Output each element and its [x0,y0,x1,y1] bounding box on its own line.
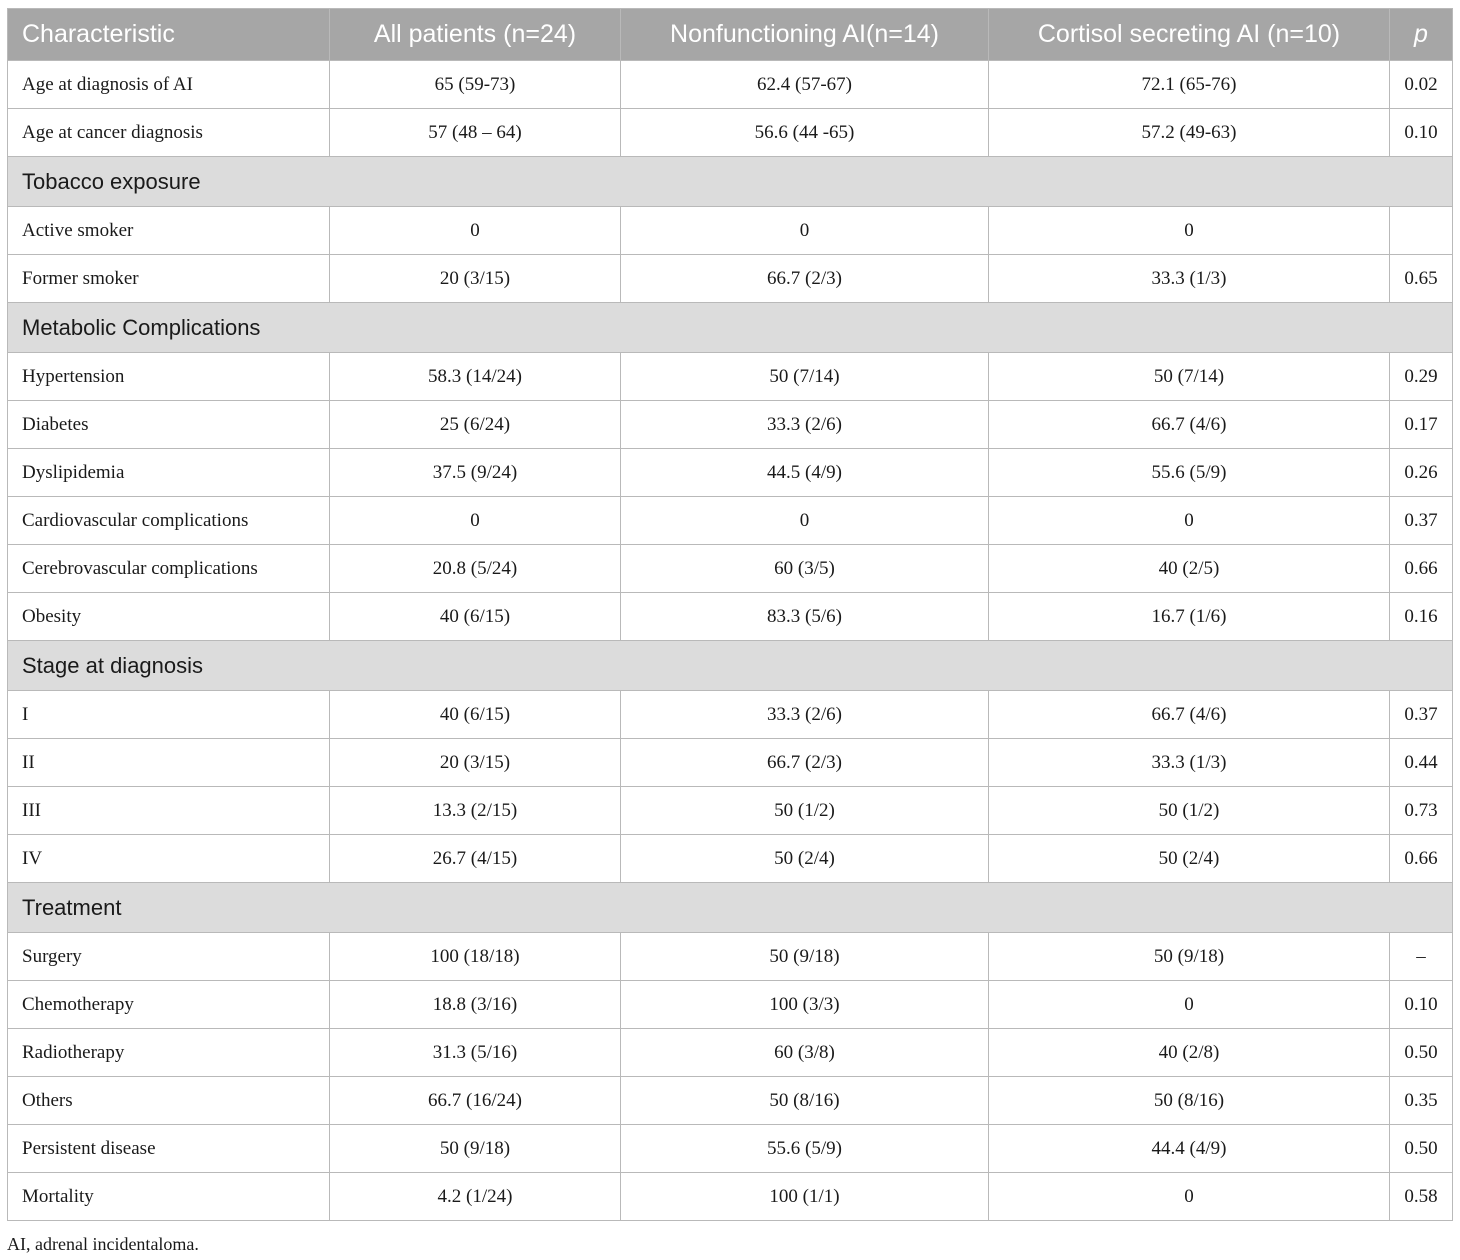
row-label: Dyslipidemia [8,449,330,497]
cell-p-value: 0.73 [1390,787,1453,835]
cell-p-value: 0.66 [1390,835,1453,883]
section-title: Metabolic Complications [8,303,1453,353]
table-row [8,255,1453,303]
table-row [8,401,1453,449]
cell-cortisol-secreting-ai: 57.2 (49-63) [989,109,1390,157]
header-row [8,9,1453,61]
row-label: Persistent disease [8,1125,330,1173]
table-row [8,109,1453,157]
cell-nonfunctioning-ai: 50 (7/14) [621,353,989,401]
cell-all-patients: 58.3 (14/24) [330,353,621,401]
cell-cortisol-secreting-ai: 50 (9/18) [989,933,1390,981]
cell-all-patients: 0 [330,497,621,545]
cell-cortisol-secreting-ai: 33.3 (1/3) [989,255,1390,303]
row-label: Age at diagnosis of AI [8,61,330,109]
table-row [8,61,1453,109]
cell-p-value: 0.35 [1390,1077,1453,1125]
cell-p-value: 0.66 [1390,545,1453,593]
cell-all-patients: 40 (6/15) [330,593,621,641]
row-label: Radiotherapy [8,1029,330,1077]
cell-nonfunctioning-ai: 44.5 (4/9) [621,449,989,497]
cell-nonfunctioning-ai: 33.3 (2/6) [621,691,989,739]
cell-all-patients: 100 (18/18) [330,933,621,981]
cell-nonfunctioning-ai: 62.4 (57-67) [621,61,989,109]
table-row [8,787,1453,835]
table-row [8,545,1453,593]
cell-nonfunctioning-ai: 0 [621,497,989,545]
cell-cortisol-secreting-ai: 0 [989,1173,1390,1221]
cell-nonfunctioning-ai: 56.6 (44 -65) [621,109,989,157]
row-label: Cerebrovascular complications [8,545,330,593]
cell-cortisol-secreting-ai: 50 (8/16) [989,1077,1390,1125]
header-p-value: p [1390,9,1453,61]
cell-p-value: 0.10 [1390,981,1453,1029]
cell-cortisol-secreting-ai: 50 (1/2) [989,787,1390,835]
row-label: IV [8,835,330,883]
cell-cortisol-secreting-ai: 66.7 (4/6) [989,401,1390,449]
cell-all-patients: 20 (3/15) [330,739,621,787]
cell-all-patients: 26.7 (4/15) [330,835,621,883]
cell-p-value: 0.37 [1390,497,1453,545]
row-label: Mortality [8,1173,330,1221]
cell-nonfunctioning-ai: 0 [621,207,989,255]
cell-cortisol-secreting-ai: 50 (2/4) [989,835,1390,883]
cell-cortisol-secreting-ai: 16.7 (1/6) [989,593,1390,641]
row-label: Chemotherapy [8,981,330,1029]
row-label: Others [8,1077,330,1125]
table-row [8,1125,1453,1173]
table-row [8,207,1453,255]
cell-cortisol-secreting-ai: 44.4 (4/9) [989,1125,1390,1173]
cell-all-patients: 25 (6/24) [330,401,621,449]
cell-all-patients: 20.8 (5/24) [330,545,621,593]
table-row [8,981,1453,1029]
cell-p-value: 0.65 [1390,255,1453,303]
cell-p-value: 0.50 [1390,1125,1453,1173]
cell-nonfunctioning-ai: 33.3 (2/6) [621,401,989,449]
cell-nonfunctioning-ai: 55.6 (5/9) [621,1125,989,1173]
section-row [8,883,1453,933]
cell-p-value [1390,207,1453,255]
section-title: Treatment [8,883,1453,933]
cell-cortisol-secreting-ai: 50 (7/14) [989,353,1390,401]
cell-nonfunctioning-ai: 50 (9/18) [621,933,989,981]
table-row [8,691,1453,739]
table-row [8,933,1453,981]
cell-all-patients: 20 (3/15) [330,255,621,303]
table-body [8,61,1453,1221]
cell-cortisol-secreting-ai: 72.1 (65-76) [989,61,1390,109]
table-row [8,353,1453,401]
cell-p-value: 0.37 [1390,691,1453,739]
cell-nonfunctioning-ai: 50 (2/4) [621,835,989,883]
cell-all-patients: 31.3 (5/16) [330,1029,621,1077]
cell-nonfunctioning-ai: 66.7 (2/3) [621,255,989,303]
table-row [8,593,1453,641]
cell-cortisol-secreting-ai: 66.7 (4/6) [989,691,1390,739]
cell-all-patients: 50 (9/18) [330,1125,621,1173]
cell-cortisol-secreting-ai: 0 [989,497,1390,545]
cell-all-patients: 18.8 (3/16) [330,981,621,1029]
row-label: Former smoker [8,255,330,303]
characteristics-table [7,8,1453,1221]
cell-all-patients: 65 (59-73) [330,61,621,109]
section-title: Tobacco exposure [8,157,1453,207]
cell-p-value: 0.02 [1390,61,1453,109]
table-row [8,1077,1453,1125]
cell-nonfunctioning-ai: 66.7 (2/3) [621,739,989,787]
cell-cortisol-secreting-ai: 55.6 (5/9) [989,449,1390,497]
header-nonfunctioning-ai: Nonfunctioning AI(n=14) [621,9,989,61]
table-row [8,739,1453,787]
table-row [8,835,1453,883]
row-label: Diabetes [8,401,330,449]
header-all-patients: All patients (n=24) [330,9,621,61]
cell-all-patients: 66.7 (16/24) [330,1077,621,1125]
cell-nonfunctioning-ai: 100 (3/3) [621,981,989,1029]
cell-p-value: 0.44 [1390,739,1453,787]
cell-p-value: – [1390,933,1453,981]
table-header [8,9,1453,61]
section-row [8,641,1453,691]
section-row [8,303,1453,353]
cell-p-value: 0.29 [1390,353,1453,401]
row-label: II [8,739,330,787]
cell-all-patients: 0 [330,207,621,255]
cell-p-value: 0.50 [1390,1029,1453,1077]
cell-cortisol-secreting-ai: 33.3 (1/3) [989,739,1390,787]
table-footnote: AI, adrenal incidentaloma. [7,1234,199,1254]
cell-nonfunctioning-ai: 60 (3/8) [621,1029,989,1077]
cell-p-value: 0.58 [1390,1173,1453,1221]
cell-cortisol-secreting-ai: 40 (2/8) [989,1029,1390,1077]
row-label: I [8,691,330,739]
cell-nonfunctioning-ai: 50 (8/16) [621,1077,989,1125]
row-label: Surgery [8,933,330,981]
row-label: Age at cancer diagnosis [8,109,330,157]
cell-p-value: 0.17 [1390,401,1453,449]
cell-nonfunctioning-ai: 83.3 (5/6) [621,593,989,641]
cell-cortisol-secreting-ai: 0 [989,207,1390,255]
cell-nonfunctioning-ai: 50 (1/2) [621,787,989,835]
cell-nonfunctioning-ai: 100 (1/1) [621,1173,989,1221]
table-row [8,1173,1453,1221]
row-label: Obesity [8,593,330,641]
cell-p-value: 0.26 [1390,449,1453,497]
row-label: III [8,787,330,835]
cell-p-value: 0.16 [1390,593,1453,641]
cell-cortisol-secreting-ai: 40 (2/5) [989,545,1390,593]
cell-all-patients: 57 (48 – 64) [330,109,621,157]
row-label: Active smoker [8,207,330,255]
section-row [8,157,1453,207]
cell-all-patients: 37.5 (9/24) [330,449,621,497]
header-characteristic: Characteristic [8,9,330,61]
cell-p-value: 0.10 [1390,109,1453,157]
cell-cortisol-secreting-ai: 0 [989,981,1390,1029]
table-row [8,497,1453,545]
cell-all-patients: 40 (6/15) [330,691,621,739]
table-row [8,1029,1453,1077]
header-cortisol-secreting-ai: Cortisol secreting AI (n=10) [989,9,1390,61]
table-row [8,449,1453,497]
cell-nonfunctioning-ai: 60 (3/5) [621,545,989,593]
section-title: Stage at diagnosis [8,641,1453,691]
row-label: Hypertension [8,353,330,401]
cell-all-patients: 13.3 (2/15) [330,787,621,835]
row-label: Cardiovascular complications [8,497,330,545]
cell-all-patients: 4.2 (1/24) [330,1173,621,1221]
